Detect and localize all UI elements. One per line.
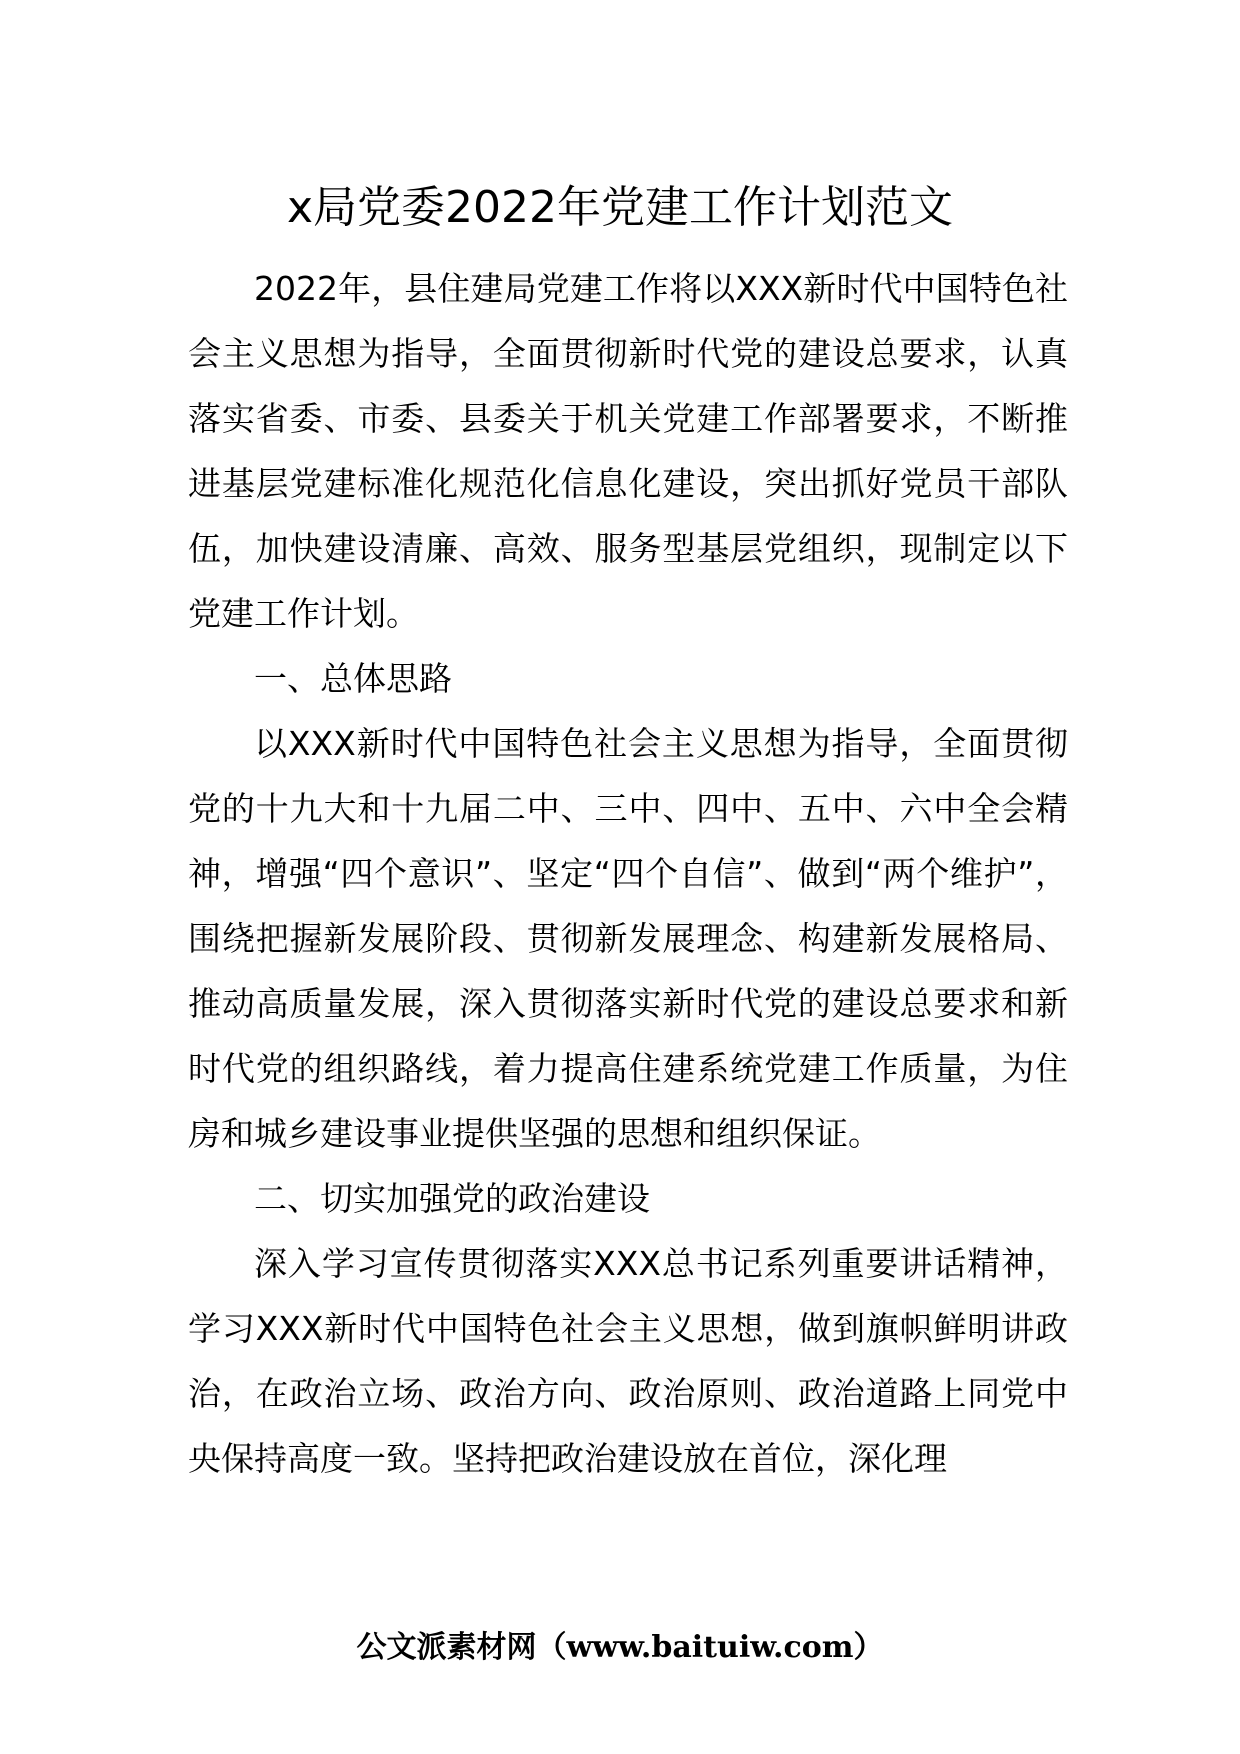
section-heading-overall-approach: 一、总体思路 <box>254 659 452 698</box>
intro-paragraph: 2022年，县住建局党建工作将以XXX新时代中国特色社会主义思想为指导，全面贯彻新时代党的建设总要求，认真落实省委、市委、县委关于机关党建工作部署要求，不断推进基层党建标准化规范化信息化建设，突出抓好党员干部队伍，加快建设清廉、高效、服务型基层党组织，现制定以下党建工作计划。 <box>188 269 1068 633</box>
overall-approach-paragraph: 以XXX新时代中国特色社会主义思想为指导，全面贯彻党的十九大和十九届二中、三中、四中、五中、六中全会精神，增强“四个意识”、坚定“四个自信”、做到“两个维护”，围绕把握新发展阶段、贯彻新发展理念、构建新发展格局、推动高质量发展，深入贯彻落实新时代党的建设总要求和新时代党的组织路线，着力提高住建系统党建工作质量，为住房和城乡建设事业提供坚强的思想和组织保证。 <box>188 724 1068 1153</box>
document-title: x局党委2022年党建工作计划范文 <box>286 182 953 233</box>
political-building-paragraph: 深入学习宣传贯彻落实XXX总书记系列重要讲话精神，学习XXX新时代中国特色社会主义思想，做到旗帜鲜明讲政治，在政治立场、政治方向、政治原则、政治道路上同党中央保持高度一致。坚持把政治建设放在首位，深化理 <box>188 1244 1068 1478</box>
document-body <box>188 256 1068 1491</box>
section-heading-political-building: 二、切实加强党的政治建设 <box>254 1179 650 1218</box>
footer-watermark: 公文派素材网（www.baituiw.com） <box>356 1630 884 1665</box>
